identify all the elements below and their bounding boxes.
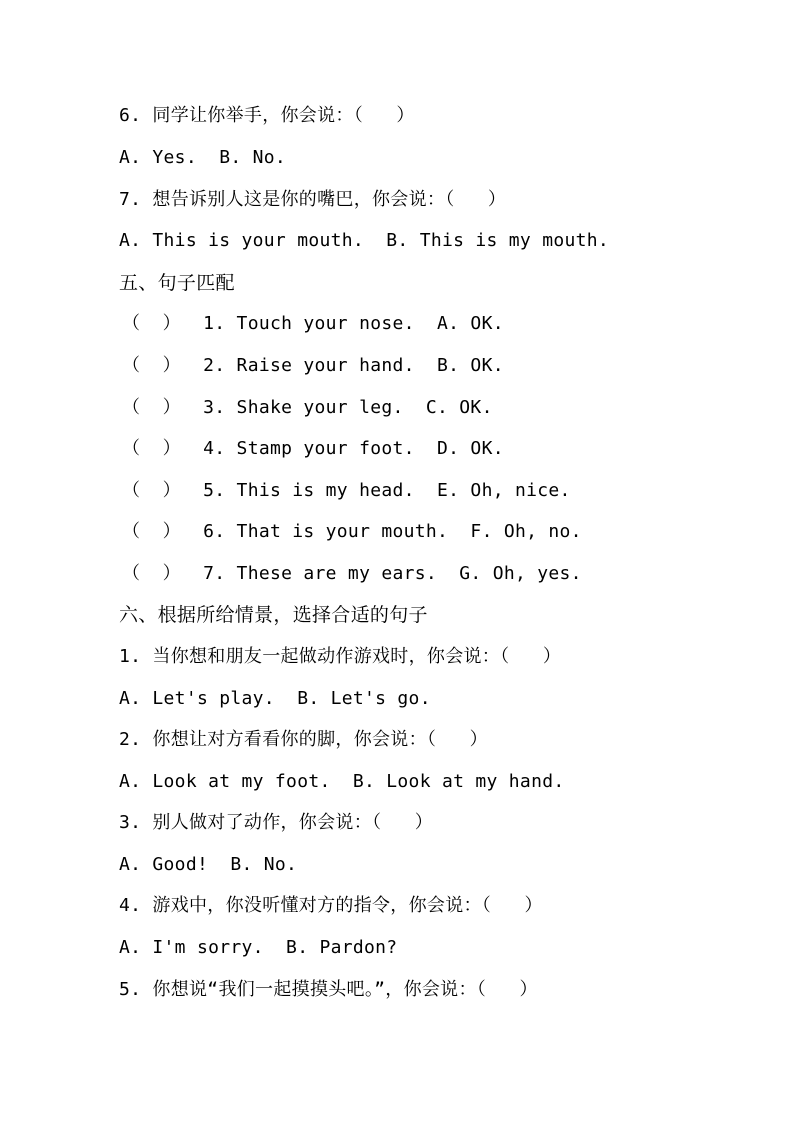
situation-4-options: A. I'm sorry. B. Pardon?: [119, 937, 398, 958]
question-7: 7. 想告诉别人这是你的嘴巴，你会说：（ ）: [119, 189, 507, 210]
situation-3-options: A. Good! B. No.: [119, 854, 298, 875]
situation-4: 4. 游戏中，你没听懂对方的指令，你会说：（ ）: [119, 895, 543, 916]
situation-2: 2. 你想让对方看看你的脚，你会说：（ ）: [119, 729, 488, 750]
match-item-7: （ ） 7. These are my ears. G. Oh, yes.: [122, 563, 582, 584]
section-5-heading: 五、句子匹配: [119, 272, 235, 294]
question-6: 6. 同学让你举手，你会说：（ ）: [119, 105, 415, 126]
match-item-5: （ ） 5. This is my head. E. Oh, nice.: [122, 480, 571, 501]
situation-3: 3. 别人做对了动作，你会说：（ ）: [119, 812, 434, 833]
situation-1: 1. 当你想和朋友一起做动作游戏时，你会说：（ ）: [119, 646, 562, 667]
question-6-options: A. Yes. B. No.: [119, 147, 287, 168]
match-item-3: （ ） 3. Shake your leg. C. OK.: [122, 397, 493, 418]
section-6-heading: 六、根据所给情景，选择合适的句子: [119, 604, 428, 626]
situation-5: 5. 你想说“我们一起摸摸头吧。”，你会说：（ ）: [119, 979, 538, 1000]
match-item-4: （ ） 4. Stamp your foot. D. OK.: [122, 438, 504, 459]
situation-2-options: A. Look at my foot. B. Look at my hand.: [119, 771, 565, 792]
situation-1-options: A. Let's play. B. Let's go.: [119, 688, 431, 709]
question-7-options: A. This is your mouth. B. This is my mouth.: [119, 230, 610, 251]
match-item-6: （ ） 6. That is your mouth. F. Oh, no.: [122, 521, 582, 542]
match-item-1: （ ） 1. Touch your nose. A. OK.: [122, 313, 504, 334]
match-item-2: （ ） 2. Raise your hand. B. OK.: [122, 355, 504, 376]
